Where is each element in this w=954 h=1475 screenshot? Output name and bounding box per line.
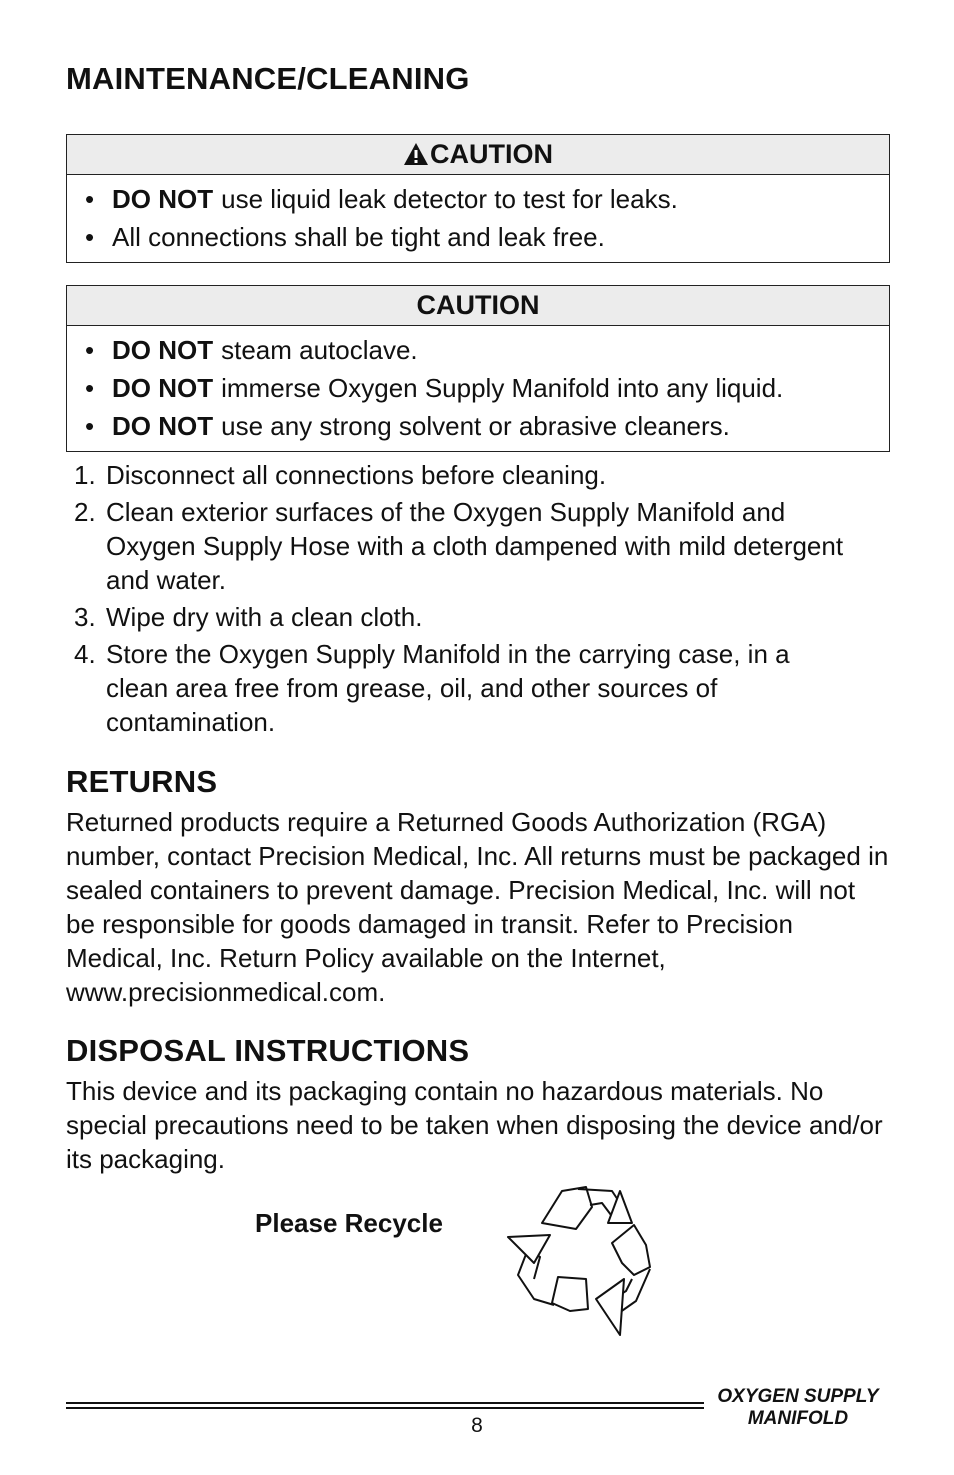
caution-item: • DO NOT steam autoclave.	[85, 335, 418, 365]
disposal-text: This device and its packaging contain no hazardous materials. No special precautions need to be taken when disposing the device and/or its packaging.	[66, 1076, 883, 1175]
footer-title-line: MANIFOLD	[747, 1408, 849, 1429]
caution-item-strong: DO NOT	[112, 411, 214, 441]
warning-icon	[403, 142, 429, 166]
caution-box-cleaning	[66, 285, 890, 452]
cleaning-step	[74, 637, 894, 739]
caution-box-leaks	[66, 134, 890, 263]
cleaning-steps	[74, 458, 894, 742]
maintenance-heading: MAINTENANCE/CLEANING	[66, 61, 470, 96]
caution-item: • All connections shall be tight and leak free.	[85, 218, 889, 256]
disposal-section	[66, 1034, 890, 1176]
returns-text: Returned products require a Returned Goods Authorization (RGA) number, contact Precision Medical, Inc. All returns must be packaged in sealed containers to prevent damage. Precision Medical, Inc. will not be responsible for goods damaged in transit. Refer to Precision Medical, Inc. Return Policy available on the Internet, www.precisionmedical.com.	[66, 807, 889, 1008]
caution-title: CAUTION	[416, 290, 540, 320]
step-number: 4.	[74, 639, 96, 669]
caution-item-text: steam autoclave.	[221, 335, 418, 365]
step-text: Wipe dry with a clean cloth.	[106, 602, 423, 632]
footer-rule	[66, 1402, 704, 1412]
footer-product-title	[708, 1386, 888, 1430]
caution-item-text: use liquid leak detector to test for leaks.	[221, 184, 678, 214]
returns-section	[66, 765, 890, 1009]
footer-title-line: OXYGEN SUPPLY	[717, 1386, 879, 1407]
step-text: Disconnect all connections before cleaning.	[106, 460, 607, 490]
cleaning-step	[74, 458, 894, 492]
step-text: Clean exterior surfaces of the Oxygen Supply Manifold and Oxygen Supply Hose with a cloth dampened with mild detergent and water.	[106, 497, 844, 595]
step-number: 3.	[74, 602, 96, 632]
cleaning-step	[74, 600, 894, 634]
caution-item-strong: DO NOT	[112, 335, 214, 365]
caution-item-text: All connections shall be tight and leak free.	[112, 222, 605, 252]
caution-item: • DO NOT immerse Oxygen Supply Manifold into any liquid.	[85, 373, 784, 403]
caution-item: • DO NOT use any strong solvent or abrasive cleaners.	[85, 411, 730, 441]
caution-item: • DO NOT use liquid leak detector to test for leaks.	[85, 184, 678, 214]
step-text: Store the Oxygen Supply Manifold in the carrying case, in a clean area free from grease, oil, and other sources of contamination.	[106, 639, 790, 737]
recycle-icon	[504, 1183, 664, 1339]
returns-heading: RETURNS	[66, 764, 218, 799]
page-number: 8	[471, 1414, 483, 1437]
cleaning-step	[74, 495, 894, 597]
recycle-label: Please Recycle	[255, 1208, 443, 1238]
caution-item-text: immerse Oxygen Supply Manifold into any liquid.	[221, 373, 784, 403]
step-number: 2.	[74, 497, 96, 527]
caution-item-strong: DO NOT	[112, 184, 214, 214]
disposal-heading: DISPOSAL INSTRUCTIONS	[66, 1033, 470, 1068]
caution-item-strong: DO NOT	[112, 373, 214, 403]
caution-item-text: use any strong solvent or abrasive cleaners.	[221, 411, 730, 441]
caution-title: CAUTION	[430, 139, 553, 169]
caution-header	[67, 286, 889, 326]
step-number: 1.	[74, 460, 96, 490]
caution-header	[67, 135, 889, 175]
